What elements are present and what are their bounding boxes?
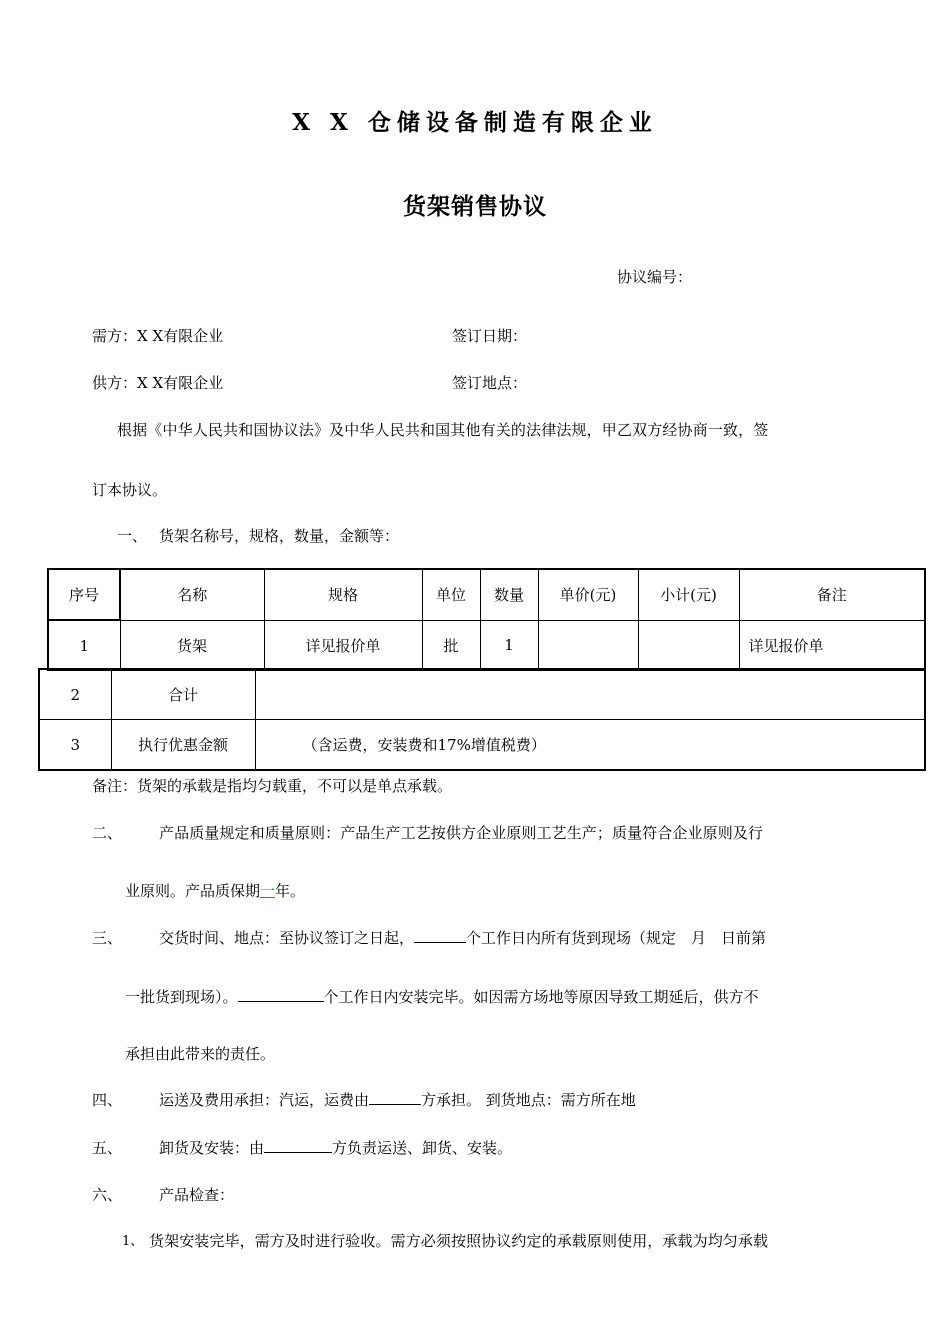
section-6-item-1: 货架安装完毕，需方及时进行验收。需方必须按照协议约定的承载原则使用，承载为均匀承载 xyxy=(149,1232,769,1250)
table-cell: 详见报价单 xyxy=(264,620,422,671)
section-1-title: 货架名称号，规格，数量，金额等： xyxy=(159,527,400,545)
section-3-number: 三、 xyxy=(92,929,123,947)
table-cell xyxy=(255,669,925,720)
goods-table xyxy=(47,568,926,671)
section-4-number: 四、 xyxy=(92,1091,123,1109)
company-name: X X 仓储设备制造有限企业 xyxy=(292,109,658,136)
warranty-years: 一 xyxy=(260,882,276,900)
section-5-text-a: 卸货及安装：由 xyxy=(159,1139,265,1157)
intro-line-1: 根据《中华人民共和国协议法》及中华人民共和国其他有关的法律法规，甲乙双方经协商一致，签 xyxy=(117,421,769,439)
table-cell: 1 xyxy=(48,620,120,671)
section-3-line-1 xyxy=(159,927,766,948)
section-3-text-c: 一批货到现场）。 xyxy=(125,988,238,1006)
table-cell: 2 xyxy=(39,669,111,720)
table-cell: （含运费，安装费和17%增值税费） xyxy=(255,720,925,771)
section-2-line-2 xyxy=(125,880,305,901)
section-4-text-b: 方承担。 到货地点：需方所在地 xyxy=(421,1091,636,1109)
delivery-days-blank[interactable] xyxy=(414,928,466,943)
section-5-text-b: 方负责运送、卸货、安装。 xyxy=(332,1139,513,1157)
section-6-item-1-number: 1、 xyxy=(122,1234,144,1249)
section-5-text xyxy=(159,1137,512,1158)
section-4-text-a: 运送及费用承担：汽运，运费由 xyxy=(159,1091,370,1109)
table-cell: 货架 xyxy=(120,620,264,671)
buyer-party: 需方：X X有限企业 xyxy=(92,327,224,345)
section-3-text: 交货时间、地点：至协议签订之日起， xyxy=(159,929,415,947)
section-6-number: 六、 xyxy=(92,1186,123,1204)
install-days-blank[interactable] xyxy=(238,987,324,1002)
freight-party-blank[interactable] xyxy=(369,1090,421,1105)
table-row xyxy=(39,720,925,771)
totals-table xyxy=(38,668,926,771)
table-note: 备注：货架的承载是指均匀载重，不可以是单点承载。 xyxy=(92,777,453,795)
header-cell: 小计(元) xyxy=(638,569,739,620)
section-2-line-1: 产品质量规定和质量原则：产品生产工艺按供方企业原则工艺生产；质量符合企业原则及行 xyxy=(159,824,764,842)
section-6-title: 产品检查： xyxy=(159,1186,235,1204)
table-cell: 批 xyxy=(422,620,480,671)
section-4-text xyxy=(159,1089,636,1110)
table-cell: 1 xyxy=(480,620,538,671)
table-header-row xyxy=(48,569,925,620)
header-cell: 单价(元) xyxy=(538,569,638,620)
unloading-party-blank[interactable] xyxy=(264,1138,332,1153)
header-cell: 规格 xyxy=(264,569,422,620)
sign-date-label: 签订日期： xyxy=(452,327,528,345)
section-2-text: 业原则。产品质保期 xyxy=(125,882,261,900)
table-cell: 详见报价单 xyxy=(739,620,925,671)
table-row xyxy=(48,620,925,671)
section-3-line-2 xyxy=(125,986,759,1007)
table-cell: 执行优惠金额 xyxy=(111,720,255,771)
contract-number-label: 协议编号： xyxy=(617,268,693,286)
header-cell: 单位 xyxy=(422,569,480,620)
document-title: 货架销售协议 xyxy=(403,193,547,220)
table-cell: 合计 xyxy=(111,669,255,720)
header-cell: 序号 xyxy=(48,569,120,620)
table-cell xyxy=(538,620,638,671)
section-1-number: 一、 xyxy=(117,527,148,545)
table-cell: 3 xyxy=(39,720,111,771)
table-row xyxy=(39,669,925,720)
section-3-text-d: 个工作日内安装完毕。如因需方场地等原因导致工期延后，供方不 xyxy=(323,988,759,1006)
table-cell xyxy=(638,620,739,671)
sign-place-label: 签订地点： xyxy=(452,374,528,392)
section-2-number: 二、 xyxy=(92,824,123,842)
header-cell: 数量 xyxy=(480,569,538,620)
supplier-party: 供方：X X有限企业 xyxy=(92,374,224,392)
section-2-text-end: 年。 xyxy=(275,882,306,900)
section-3-line-3: 承担由此带来的责任。 xyxy=(125,1045,276,1063)
header-cell: 备注 xyxy=(739,569,925,620)
intro-line-2: 订本协议。 xyxy=(92,481,168,499)
header-cell: 名称 xyxy=(120,569,264,620)
section-3-text-b: 个工作日内所有货到现场（规定 月 日前第 xyxy=(466,929,767,947)
section-5-number: 五、 xyxy=(92,1139,123,1157)
